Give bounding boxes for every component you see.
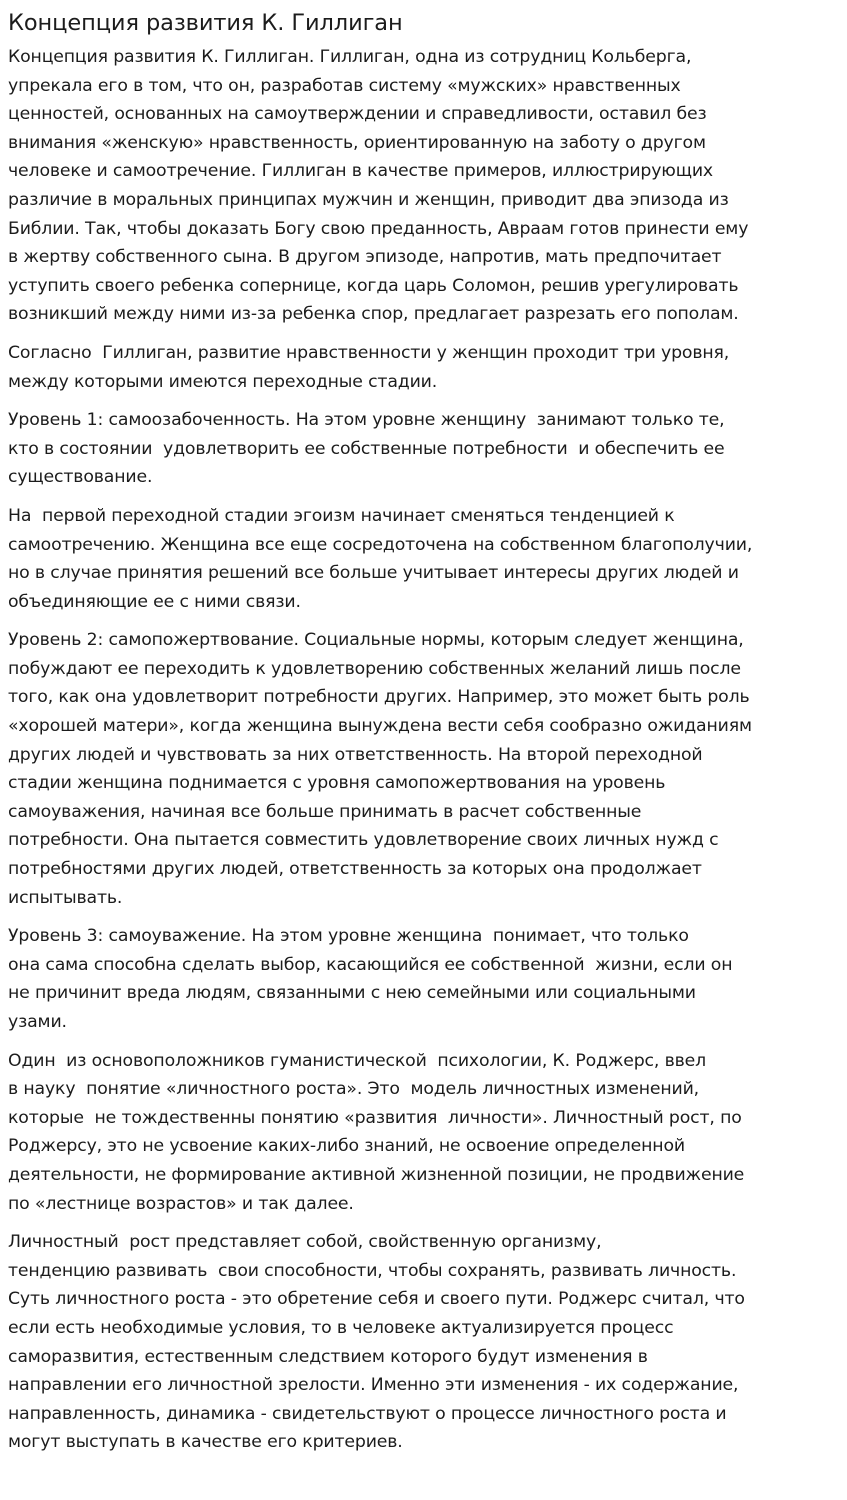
text-line: Библии. Так, чтобы доказать Богу свою преданность, Авраам готов принести ему	[8, 218, 749, 239]
paragraph	[8, 922, 841, 1036]
text-line: того, как она удовлетворит потребности других. Например, это может быть роль	[8, 687, 750, 708]
text-line: направленность, динамика - свидетельствуют о процессе личностного роста и	[8, 1403, 727, 1424]
page-title: Концепция развития К. Гиллиган	[8, 10, 403, 36]
text-line: но в случае принятия решений все больше учитывает интересы других людей и	[8, 563, 739, 584]
text-line: в жертву собственного сына. В другом эпизоде, напротив, мать предпочитает	[8, 247, 722, 268]
text-line: она сама способна сделать выбор, касающийся ее собственной жизни, если он	[8, 954, 733, 975]
text-line: Роджерсу, это не усвоение каких-либо знаний, не освоение определенной	[8, 1136, 685, 1157]
paragraph	[8, 502, 841, 616]
text-line: между которыми имеются переходные стадии.	[8, 371, 438, 392]
text-line: других людей и чувствовать за них ответственность. На второй переходной	[8, 744, 703, 765]
text-line: объединяющие ее с ними связи.	[8, 591, 301, 612]
text-line: тенденцию развивать свои способности, чтобы сохранять, развивать личность.	[8, 1260, 737, 1281]
text-line: внимания «женскую» нравственность, ориентированную на заботу о другом	[8, 132, 706, 153]
text-line: могут выступать в качестве его критериев.	[8, 1432, 403, 1453]
text-line: упрекала его в том, что он, разработав систему «мужских» нравственных	[8, 75, 681, 96]
paragraph	[8, 43, 841, 329]
text-line: самоотречению. Женщина все еще сосредоточена на собственном благополучии,	[8, 534, 753, 555]
text-line: по «лестнице возрастов» и так далее.	[8, 1193, 354, 1214]
text-line: которые не тождественны понятию «развития личности». Личностный рост, по	[8, 1107, 742, 1128]
paragraph	[8, 1047, 841, 1219]
text-line: Уровень 2: самопожертвование. Социальные нормы, которым следует женщина,	[8, 630, 744, 651]
paragraph	[8, 626, 841, 912]
document-page	[8, 0, 841, 1467]
text-line: кто в состоянии удовлетворить ее собственные потребности и обеспечить ее	[8, 438, 725, 459]
text-line: возникший между ними из-за ребенка спор, предлагает разрезать его пополам.	[8, 304, 739, 325]
text-line: деятельности, не формирование активной жизненной позиции, не продвижение	[8, 1164, 745, 1185]
paragraph	[8, 1228, 841, 1457]
text-line: саморазвития, естественным следствием которого будут изменения в	[8, 1346, 648, 1367]
text-line: Уровень 3: самоуважение. На этом уровне женщина понимает, что только	[8, 926, 689, 947]
paragraph	[8, 339, 841, 396]
paragraph	[8, 406, 841, 492]
text-line: направлении его личностной зрелости. Именно эти изменения - их содержание,	[8, 1375, 739, 1396]
text-line: Один из основоположников гуманистической психологии, К. Роджерс, ввел	[8, 1050, 707, 1071]
document-body	[8, 43, 841, 1457]
text-line: если есть необходимые условия, то в человеке актуализируется процесс	[8, 1317, 674, 1338]
text-line: ценностей, основанных на самоутверждении и справедливости, оставил без	[8, 104, 707, 125]
text-line: На первой переходной стадии эгоизм начинает сменяться тенденцией к	[8, 505, 675, 526]
text-line: Согласно Гиллиган, развитие нравственности у женщин проходит три уровня,	[8, 342, 730, 363]
text-line: «хорошей матери», когда женщина вынуждена вести себя сообразно ожиданиям	[8, 716, 752, 737]
text-line: уступить своего ребенка сопернице, когда царь Соломон, решив урегулировать	[8, 275, 739, 296]
text-line: побуждают ее переходить к удовлетворению собственных желаний лишь после	[8, 658, 741, 679]
text-line: в науку понятие «личностного роста». Это модель личностных изменений,	[8, 1079, 700, 1100]
text-line: потребности. Она пытается совместить удовлетворение своих личных нужд с	[8, 830, 719, 851]
text-line: Уровень 1: самоозабоченность. На этом уровне женщину занимают только те,	[8, 410, 725, 431]
text-line: не причинит вреда людям, связанными с нею семейными или социальными	[8, 983, 696, 1004]
text-line: различие в моральных принципах мужчин и женщин, приводит два эпизода из	[8, 189, 729, 210]
text-line: испытывать.	[8, 887, 123, 908]
text-line: самоуважения, начиная все больше принимать в расчет собственные	[8, 801, 642, 822]
text-line: существование.	[8, 467, 153, 488]
text-line: Концепция развития К. Гиллиган. Гиллиган, одна из сотрудниц Кольберга,	[8, 47, 692, 67]
text-line: узами.	[8, 1012, 67, 1032]
text-line: потребностями других людей, ответственность за которых она продолжает	[8, 859, 702, 880]
text-line: Личностный рост представляет собой, свойственную организму,	[8, 1232, 602, 1253]
text-line: стадии женщина поднимается с уровня самопожертвования на уровень	[8, 773, 666, 794]
text-line: человеке и самоотречение. Гиллиган в качестве примеров, иллюстрирующих	[8, 161, 713, 182]
text-line: Суть личностного роста - это обретение себя и своего пути. Роджерс считал, что	[8, 1289, 745, 1310]
